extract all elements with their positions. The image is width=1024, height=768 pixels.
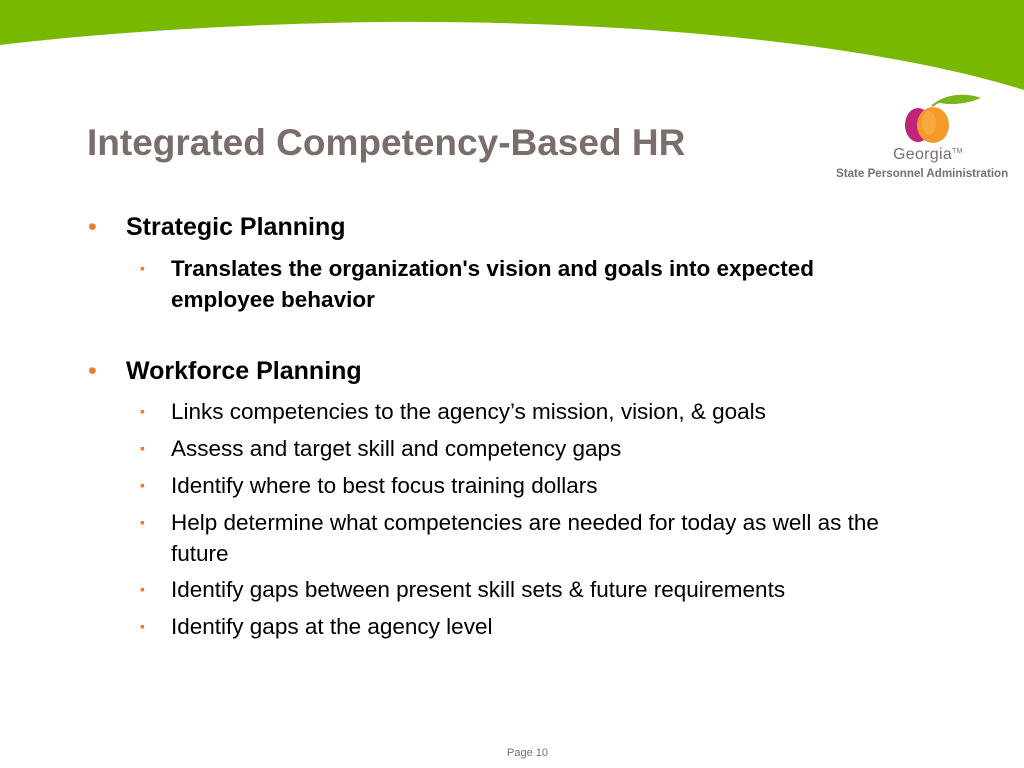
bullet-dot-icon: • [88,213,97,241]
bullet-square-icon: ▪ [140,581,145,597]
bullet-square-icon: ▪ [140,618,145,634]
bullet-square-icon: ▪ [140,514,145,530]
page-number: Page 10 [507,747,548,759]
list-item: ▪ Identify gaps between present skill sets & future requirements [140,574,920,605]
section-heading: • Strategic Planning [88,213,346,241]
bullet-square-icon: ▪ [140,477,145,493]
list-item: ▪ Translates the organization's vision and goals into expected employee behavior [140,253,920,315]
section-heading: • Workforce Planning [88,357,362,385]
bullet-square-icon: ▪ [140,403,145,419]
list-item: ▪ Identify gaps at the agency level [140,611,920,642]
bullet-square-icon: ▪ [140,440,145,456]
list-item: ▪ Help determine what competencies are needed for today as well as the future [140,507,920,569]
bullet-dot-icon: • [88,357,97,385]
list-item: ▪ Assess and target skill and competency gaps [140,433,920,464]
list-item: ▪ Links competencies to the agency’s mission, vision, & goals [140,396,920,427]
logo-subtitle: State Personnel Administration [836,167,1009,180]
logo-wordmark: Georgia™ [893,146,963,163]
slide-title: Integrated Competency-Based HR [87,122,686,163]
bullet-square-icon: ▪ [140,260,145,276]
list-item: ▪ Identify where to best focus training dollars [140,470,920,501]
